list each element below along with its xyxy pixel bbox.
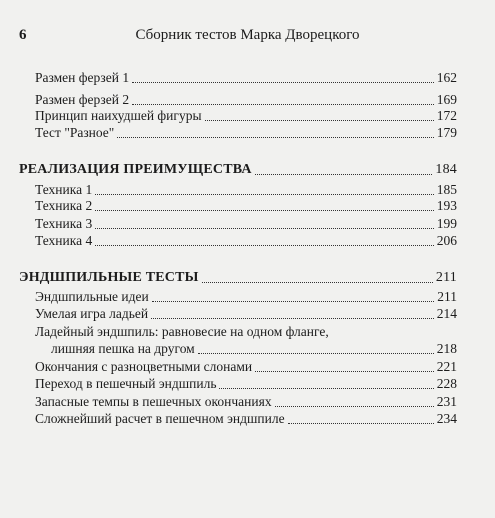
toc-entry [51,341,457,357]
dot-leader [132,104,434,105]
toc-entry-page: 172 [436,108,457,123]
toc-entry [35,92,457,108]
toc-entry-label: Техника 1 [35,182,93,197]
toc-entry-label: Переход в пешечный эндшпиль [35,376,217,391]
toc-entry-page: 214 [436,306,457,321]
toc-entry-label: лишняя пешка на другом [51,341,195,356]
toc-entry [35,376,457,392]
toc-entry [35,289,457,305]
toc-entry-label: Техника 3 [35,216,93,231]
dot-leader [219,388,433,389]
dot-leader [198,353,434,354]
toc-entry-label-line1: Ладейный эндшпиль: равновесие на одном фланге, [35,324,329,339]
toc-entry-label: Размен ферзей 2 [35,92,130,107]
dot-leader [95,245,434,246]
toc-entry-label: Окончания с разноцветными слонами [35,359,253,374]
toc-entry-page: 231 [436,394,457,409]
toc-entry [35,394,457,410]
toc-entry-page: 193 [436,198,457,213]
toc-entry-label: Тест "Разное" [35,125,115,140]
toc-section-label: ЭНДШПИЛЬНЫЕ ТЕСТЫ [19,270,199,285]
toc-entry-label: Принцип наихудшей фигуры [35,108,202,123]
toc-entry [35,182,457,198]
dot-leader [288,423,434,424]
page-number: 6 [19,27,27,43]
toc-entry [35,125,457,141]
toc-entry-label: Эндшпильные идеи [35,289,149,304]
toc-entry [35,70,457,86]
dot-leader [95,210,434,211]
dot-leader [151,318,434,319]
toc-entry-page: 218 [436,341,457,356]
toc-entry-page: 206 [436,233,457,248]
toc-entry-label: Сложнейший расчет в пешечном эндшпиле [35,411,285,426]
toc-entry-page: 185 [436,182,457,197]
toc-section-label: РЕАЛИЗАЦИЯ ПРЕИМУЩЕСТВА [19,162,252,177]
dot-leader [152,301,435,302]
toc-entry-label: Умелая игра ладьей [35,306,149,321]
toc-entry [35,108,457,124]
toc-entry-label: Запасные темпы в пешечных окончаниях [35,394,272,409]
dot-leader [205,120,434,121]
toc-entry-page: 211 [437,289,457,304]
dot-leader [132,82,434,83]
dot-leader [255,174,433,175]
toc-entry-label: Размен ферзей 1 [35,70,130,85]
toc-entry [35,216,457,232]
dot-leader [117,137,433,138]
toc-section-page: 184 [435,162,457,177]
toc-entry-label: Техника 2 [35,198,93,213]
toc-entry [35,359,457,375]
toc-section-page: 211 [435,270,457,285]
toc-section [19,162,457,178]
dot-leader [255,371,434,372]
dot-leader [202,282,433,283]
toc-section [19,270,457,286]
toc-entry-page: 234 [436,411,457,426]
toc-entry-page: 162 [436,70,457,85]
toc-entry [35,198,457,214]
toc-entry-page: 221 [436,359,457,374]
toc-entry [35,411,457,427]
toc-entry [35,306,457,322]
toc-entry-label: Техника 4 [35,233,93,248]
dot-leader [95,228,434,229]
toc-entry-page: 179 [436,125,457,140]
dot-leader [95,194,434,195]
toc-entry-page: 169 [436,92,457,107]
toc-entry-page: 199 [436,216,457,231]
toc-entry-page: 228 [436,376,457,391]
toc-entry [35,233,457,249]
dot-leader [275,406,434,407]
running-title: Сборник тестов Марка Дворецкого [135,27,360,43]
